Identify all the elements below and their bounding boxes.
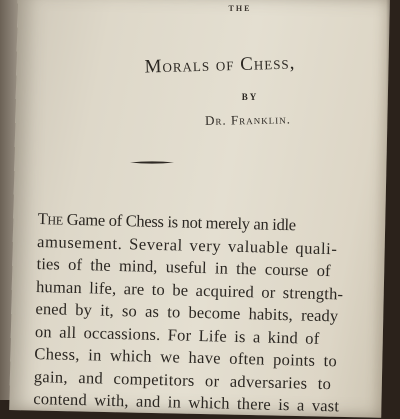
paragraph-line-3: ties of the mind, useful in the course of [36,253,331,281]
ornamental-rule [130,160,174,165]
heading-the: THE [228,4,252,13]
author-name: Dr. Franklin. [204,111,292,128]
paragraph-line-2: amusement. Several very valuable quali- [36,231,338,258]
page-title: Morals of Chess, [144,52,296,78]
heading-by: BY [241,92,259,102]
paragraph-line-4: human life, are to be acquired or strength- [35,276,344,303]
paragraph-line-6: on all occassions. For Life is a kind of [34,321,320,348]
paragraph-lead-word: The [37,208,64,229]
paragraph-line-text: Game of Chess is not merely an idle [62,209,297,235]
paragraph-line-9: contend with, and in which there is a vast [33,388,340,416]
body-paragraph [33,208,388,419]
paragraph-line-5: ened by it, so as to become habits, ready [35,298,339,326]
paragraph-line-8: gain, and competitors or adversaries to [33,366,332,393]
paragraph-line-7: Chess, in which we have often points to [34,343,338,371]
